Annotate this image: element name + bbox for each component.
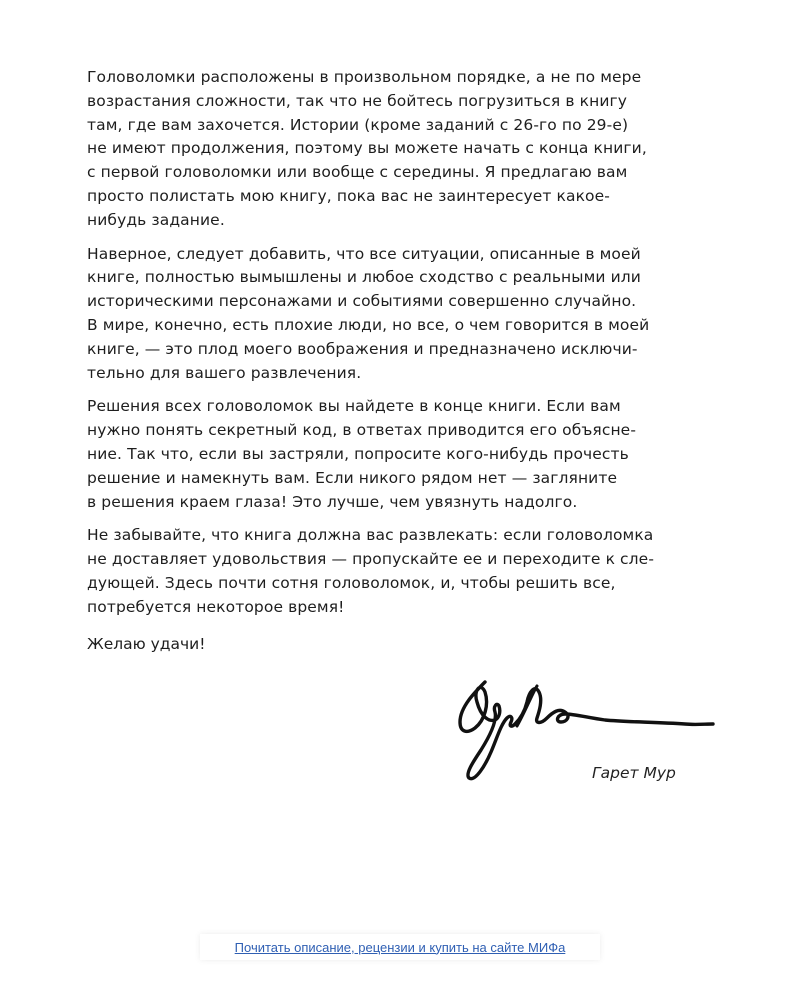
text-line: Наверное, следует добавить, что все ситуации, описанные в моей <box>87 244 641 263</box>
text-line: не имеют продолжения, поэтому вы можете начать с конца книги, <box>87 139 647 158</box>
text-line: потребуется некоторое время! <box>87 597 345 616</box>
text-line: Головоломки расположены в произвольном порядке, а не по мере <box>87 68 642 86</box>
buy-on-mif-link[interactable]: Почитать описание, рецензии и купить на сайте МИФа <box>234 939 566 955</box>
paragraph-2 <box>87 243 727 386</box>
text-line: историческими персонажами и событиями совершенно случайно. <box>87 292 637 311</box>
text-line: В мире, конечно, есть плохие люди, но все, о чем говорится в моей <box>87 315 650 334</box>
text-line: книге, полностью вымышлены и любое сходство с реальными или <box>87 268 641 287</box>
text-line: нибудь задание. <box>87 210 225 229</box>
text-line: дующей. Здесь почти сотня головоломок, и, чтобы решить все, <box>87 573 616 592</box>
author-name: Гарет Мур <box>592 764 676 782</box>
text-line: ние. Так что, если вы застряли, попросите кого-нибудь прочесть <box>87 444 629 463</box>
footer-link-container <box>200 934 600 960</box>
text-line: там, где вам захочется. Истории (кроме заданий с 26-го по 29-е) <box>87 115 629 134</box>
signature-image <box>455 662 717 786</box>
paragraph-1 <box>87 66 727 233</box>
text-line: решение и намекнуть вам. Если никого рядом нет — загляните <box>87 468 618 487</box>
text-line: с первой головоломки или вообще с середины. Я предлагаю вам <box>87 163 628 182</box>
text-line: Не забывайте, что книга должна вас развлекать: если головоломка <box>87 526 654 545</box>
closing-line: Желаю удачи! <box>87 634 206 653</box>
text-line: просто полистать мою книгу, пока вас не заинтересует какое- <box>87 186 610 205</box>
text-line: возрастания сложности, так что не бойтесь погрузиться в книгу <box>87 91 628 110</box>
page-body <box>87 66 727 656</box>
paragraph-3 <box>87 395 727 514</box>
paragraph-4 <box>87 524 727 619</box>
text-line: Решения всех головоломок вы найдете в конце книги. Если вам <box>87 397 621 416</box>
text-line: книге, — это плод моего воображения и предназначено исключи- <box>87 339 638 358</box>
text-line: нужно понять секретный код, в ответах приводится его объясне- <box>87 421 637 440</box>
text-line: не доставляет удовольствия — пропускайте ее и переходите к сле- <box>87 550 655 569</box>
text-line: тельно для вашего развлечения. <box>87 363 362 382</box>
text-line: в решения краем глаза! Это лучше, чем увязнуть надолго. <box>87 492 578 511</box>
